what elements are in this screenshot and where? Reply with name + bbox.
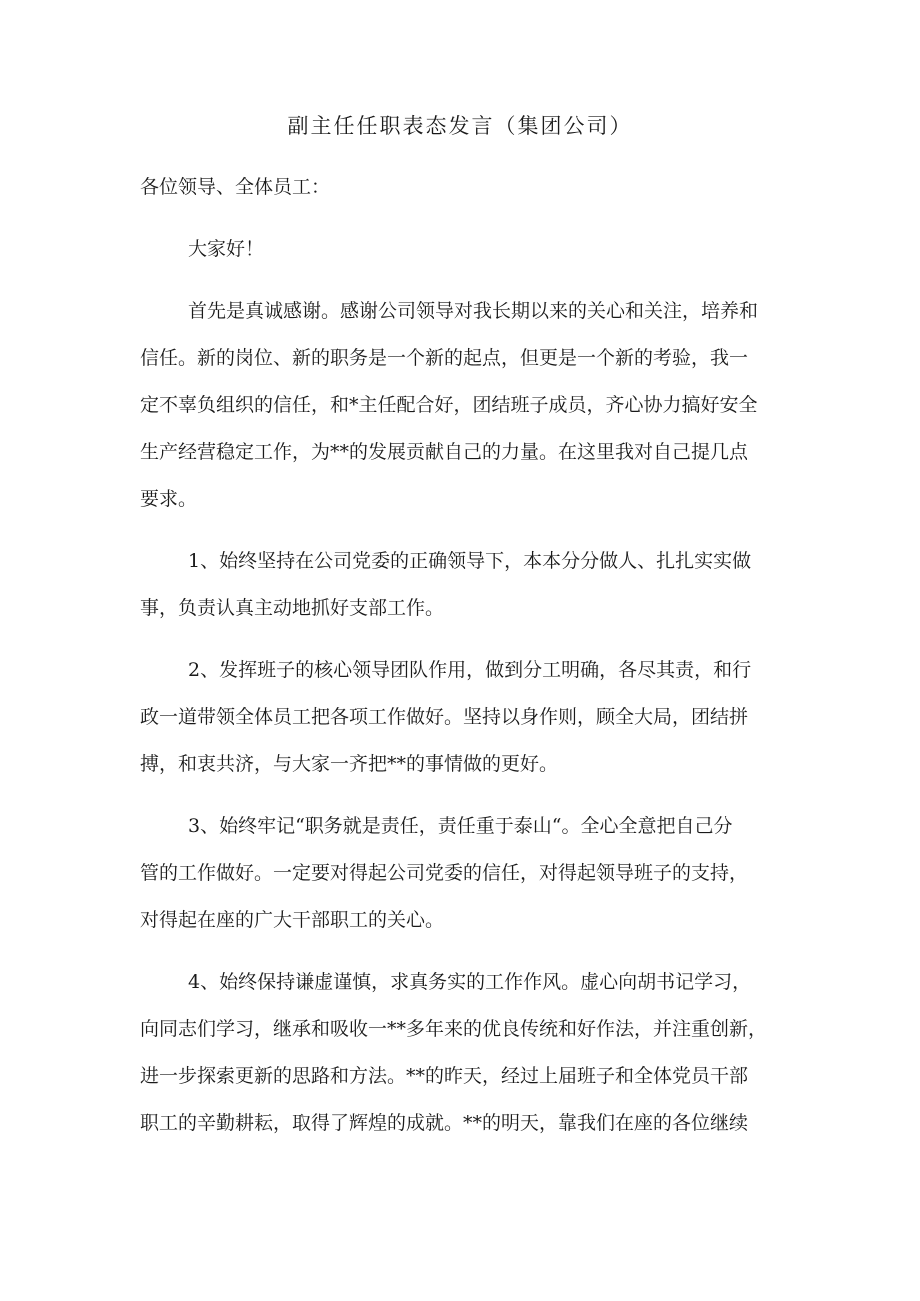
- paragraph-3-line-2: 政一道带领全体员工把各项工作做好。坚持以身作则，顾全大局，团结拼: [140, 706, 749, 728]
- paragraph-2-line-2: 事，负责认真主动地抓好支部工作。: [140, 597, 445, 619]
- paragraph-1-line-5: 要求。: [140, 488, 198, 510]
- paragraph-5-line-4: 职工的辛勤耕耘，取得了辉煌的成就。**的明天，靠我们在座的各位继续: [140, 1112, 749, 1134]
- paragraph-5-line-1: 4、始终保持谦虚谨慎，求真务实的工作作风。虚心向胡书记学习，: [188, 971, 752, 993]
- paragraph-4-line-2: 管的工作做好。一定要对得起公司党委的信任，对得起领导班子的支持，: [140, 862, 749, 884]
- paragraph-3-line-1: 2、发挥班子的核心领导团队作用，做到分工明确，各尽其责，和行: [188, 659, 752, 681]
- document-title: 副主任任职表态发言（集团公司）: [287, 114, 633, 138]
- salutation: 各位领导、全体员工：: [140, 176, 331, 198]
- paragraph-1-line-4: 生产经营稳定工作，为**的发展贡献自己的力量。在这里我对自己提几点: [140, 441, 749, 463]
- paragraph-4-line-3: 对得起在座的广大干部职工的关心。: [140, 909, 445, 931]
- paragraph-1-line-2: 信任。新的岗位、新的职务是一个新的起点，但更是一个新的考验，我一: [140, 347, 749, 369]
- paragraph-3-line-3: 搏，和衷共济，与大家一齐把**的事情做的更好。: [140, 753, 559, 775]
- paragraph-5-line-2: 向同志们学习，继承和吸收一**多年来的优良传统和好作法，并注重创新，: [140, 1018, 768, 1040]
- paragraph-2-line-1: 1、始终坚持在公司党委的正确领导下，本本分分做人、扎扎实实做: [188, 550, 752, 572]
- paragraph-5-line-3: 进一步探索更新的思路和方法。**的昨天，经过上届班子和全体党员干部: [140, 1065, 749, 1087]
- paragraph-1-line-1: 首先是真诚感谢。感谢公司领导对我长期以来的关心和关注，培养和: [188, 300, 759, 322]
- greeting: 大家好！: [188, 238, 265, 260]
- paragraph-1-line-3: 定不辜负组织的信任，和*主任配合好，团结班子成员，齐心协力搞好安全: [140, 394, 758, 416]
- paragraph-4-line-1: 3、始终牢记“职务就是责任，责任重于泰山“。全心全意把自己分: [188, 815, 733, 837]
